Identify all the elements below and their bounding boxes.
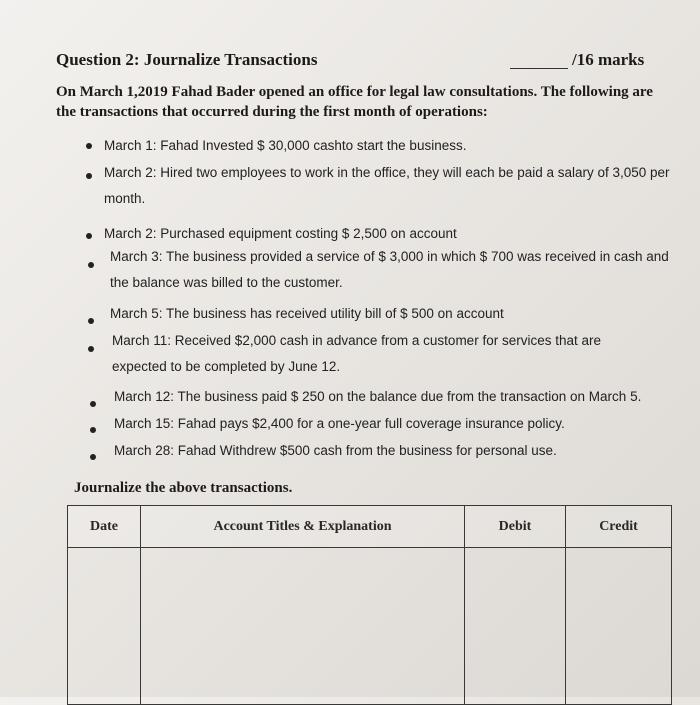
- debit-cell[interactable]: [465, 548, 566, 705]
- list-item: March 28: Fahad Withdrew $500 cash from the business for personal use.: [114, 443, 557, 458]
- column-header-account: Account Titles & Explanation: [141, 506, 465, 548]
- account-cell[interactable]: [141, 548, 465, 705]
- date-cell[interactable]: [68, 548, 141, 705]
- bullet-icon: [86, 143, 92, 149]
- list-item: March 15: Fahad pays $2,400 for a one-year full coverage insurance policy.: [114, 416, 565, 431]
- bullet-icon: [90, 427, 96, 433]
- bullet-icon: [86, 173, 92, 179]
- list-item: March 5: The business has received utility bill of $ 500 on account: [110, 306, 504, 321]
- bullet-icon: [88, 262, 94, 268]
- credit-cell[interactable]: [566, 548, 672, 705]
- journal-table: [67, 505, 672, 705]
- journal-header-row: [68, 506, 672, 548]
- list-item: March 2: Purchased equipment costing $ 2,500 on account: [104, 226, 457, 241]
- list-item: March 11: Received $2,000 cash in advance from a customer for services that are expected to be completed by June 12.: [112, 333, 601, 374]
- marks-blank-line: [510, 68, 568, 69]
- column-header-credit: Credit: [566, 506, 672, 548]
- column-header-date: Date: [68, 506, 141, 548]
- list-item: March 12: The business paid $ 250 on the balance due from the transaction on March 5.: [114, 389, 642, 404]
- bullet-icon: [88, 346, 94, 352]
- list-item: March 1: Fahad Invested $ 30,000 cashto start the business.: [104, 138, 467, 153]
- bullet-icon: [88, 318, 94, 324]
- list-item: March 2: Hired two employees to work in the office, they will each be paid a salary of 3,050 per month.: [104, 165, 670, 206]
- question-marks: /16 marks: [572, 50, 645, 69]
- list-item: March 3: The business provided a service of $ 3,000 in which $ 700 was received in cash and the balance was billed to the customer.: [110, 249, 669, 290]
- question-intro: On March 1,2019 Fahad Bader opened an office for legal law consultations. The following are the transactions that occurred during the first month of operations:: [56, 84, 653, 120]
- column-header-debit: Debit: [465, 506, 566, 548]
- bullet-icon: [90, 401, 96, 407]
- table-row: [68, 548, 672, 705]
- bullet-icon: [86, 233, 92, 239]
- bullet-icon: [90, 454, 96, 460]
- journal-heading: Journalize the above transactions.: [74, 480, 293, 496]
- question-title: Question 2: Journalize Transactions: [56, 50, 318, 69]
